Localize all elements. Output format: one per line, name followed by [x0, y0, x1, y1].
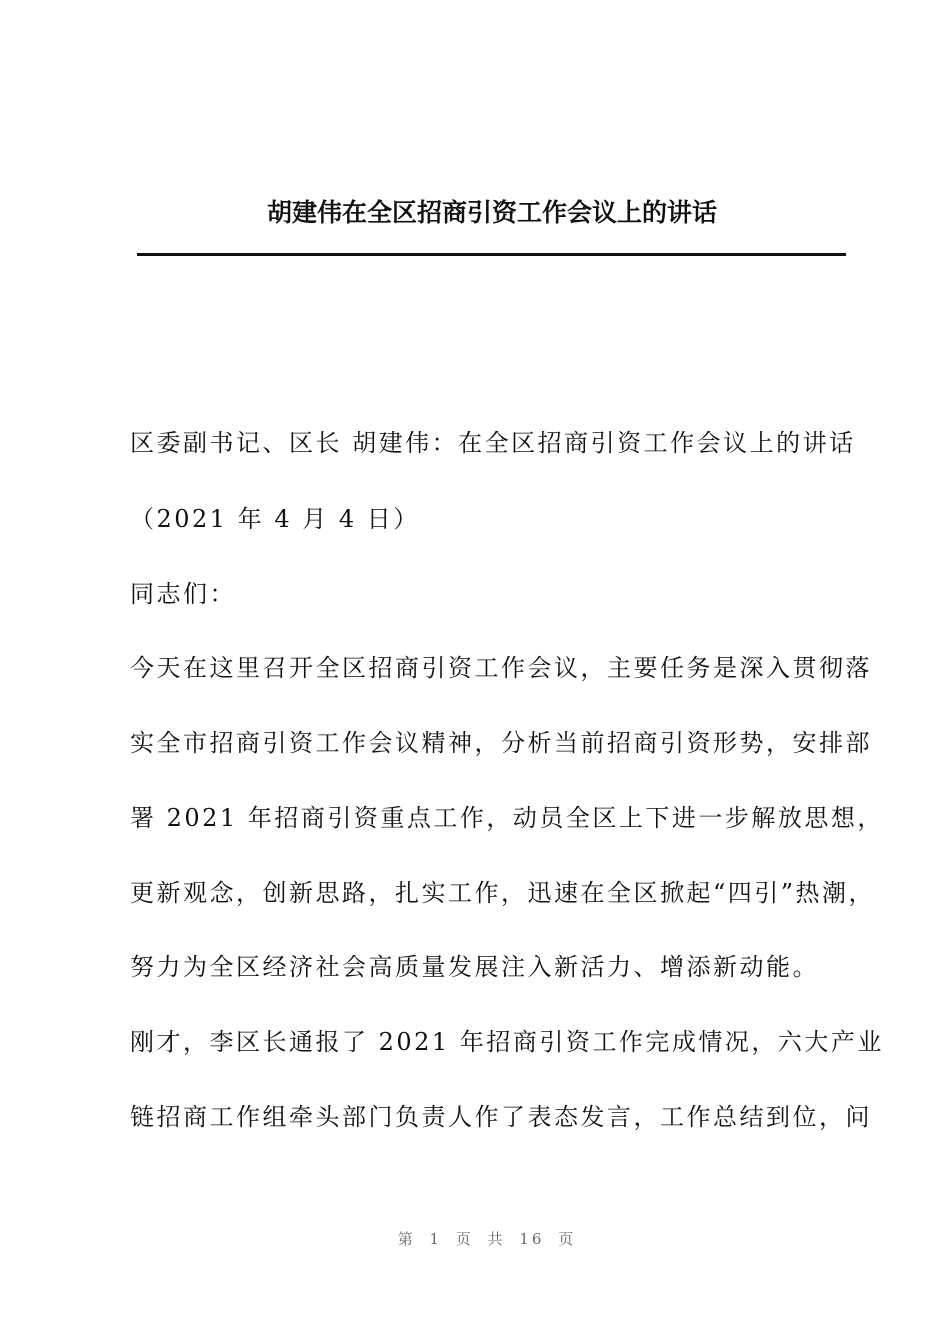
date-line: （2021 年 4 月 4 日） [130, 505, 420, 533]
speaker-line: 区委副书记、区长 胡建伟：在全区招商引资工作会议上的讲话 [130, 429, 856, 457]
title-underline [137, 253, 846, 256]
body-line: 链招商工作组牵头部门负责人作了表态发言，工作总结到位，问 [130, 1103, 872, 1131]
body-line: 今天在这里召开全区招商引资工作会议，主要任务是深入贯彻落 [130, 654, 872, 682]
body-line: 努力为全区经济社会高质量发展注入新活力、增添新动能。 [130, 953, 819, 981]
salutation-line: 同志们： [130, 580, 236, 608]
body-line: 刚才，李区长通报了 2021 年招商引资工作完成情况，六大产业 [130, 1028, 884, 1056]
page-title: 胡建伟在全区招商引资工作会议上的讲话 [266, 198, 717, 227]
page-footer: 第 1 页 共 16 页 [397, 1230, 577, 1248]
body-line: 实全市招商引资工作会议精神，分析当前招商引资形势，安排部 [130, 729, 872, 757]
body-line: 更新观念，创新思路，扎实工作，迅速在全区掀起“四引”热潮， [130, 879, 876, 907]
body-line: 署 2021 年招商引资重点工作，动员全区上下进一步解放思想， [130, 804, 884, 832]
